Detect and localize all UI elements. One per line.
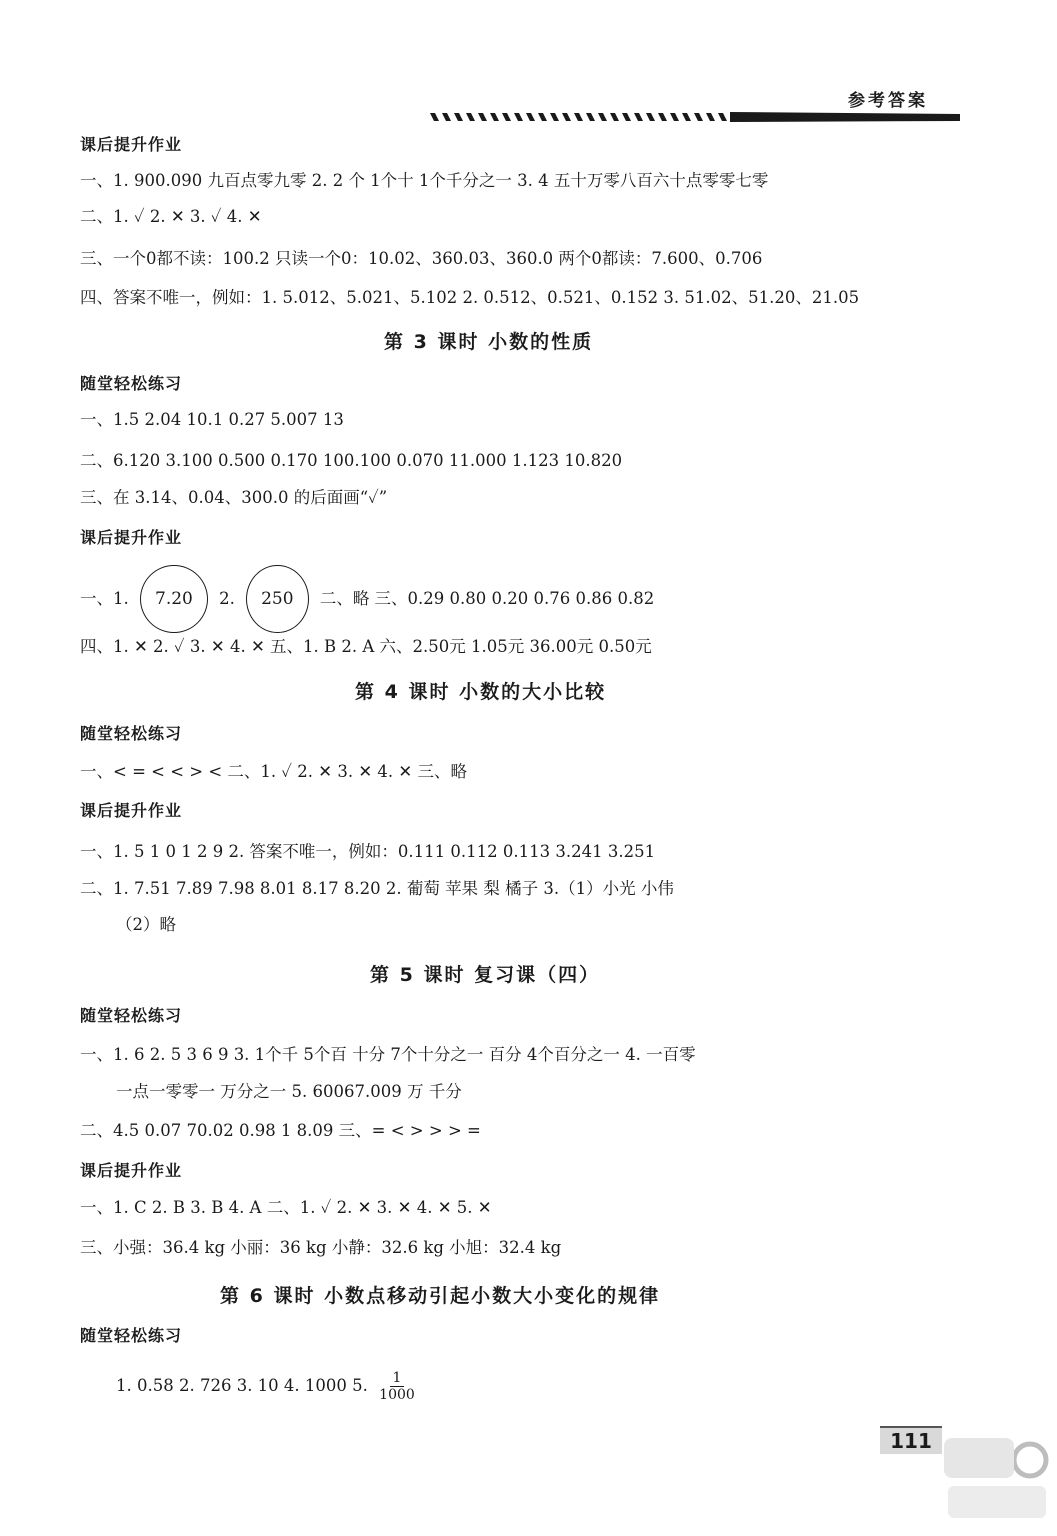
answer-text: 2. [219,589,235,608]
answer-line: 二、1. 7.51 7.89 7.98 8.01 8.17 8.20 2. 葡萄 苹果 梨 橘子 3.（1）小光 小伟 [80,879,674,898]
section-title: 随堂轻松练习 [80,374,183,393]
answer-line: 四、答案不唯一，例如：1. 5.012、5.021、5.102 2. 0.512、0.521、0.152 3. 51.02、51.20、21.05 [80,288,860,307]
answer-line: 一点一零零一 万分之一 5. 60067.009 万 千分 [116,1082,462,1101]
answer-line: 三、一个0都不读：100.2 只读一个0：10.02、360.03、360.0 两个0都读：7.600、0.706 [80,249,763,268]
lesson-heading: 第 5 课时 复习课（四） [370,964,601,986]
answer-line: 三、小强：36.4 kg 小丽：36 kg 小静：32.6 kg 小旭：32.4 kg [80,1238,562,1257]
answer-line: 二、1. ✓ 2. ✕ 3. ✓ 4. ✕ [80,207,262,226]
answer-line: 三、在 3.14、0.04、300.0 的后面画“✓” [80,488,388,507]
answer-line: 一、1. 6 2. 5 3 6 9 3. 1个千 5个百 十分 7个十分之一 百分 4个百分之一 4. 一百零 [80,1045,696,1064]
answer-line: 一、1.5 2.04 10.1 0.27 5.007 13 [80,410,344,429]
section-title: 课后提升作业 [80,1161,183,1180]
lesson-heading: 第 4 课时 小数的大小比较 [355,681,607,703]
answer-line: 四、1. ✕ 2. ✓ 3. ✕ 4. ✕ 五、1. B 2. A 六、2.50元 1.05元 36.00元 0.50元 [80,637,652,656]
circled-answer: 250 [246,565,308,633]
circled-answer: 7.20 [140,565,208,633]
answer-line: 一、< = < < > < 二、1. ✓ 2. ✕ 3. ✕ 4. ✕ 三、略 [80,762,467,781]
section-title: 课后提升作业 [80,135,183,154]
section-title: 随堂轻松练习 [80,1326,183,1345]
header-hatched-rule [430,110,960,124]
running-title: 参考答案 [848,91,928,111]
answer-text: 1. 0.58 2. 726 3. 10 4. 1000 5. [116,1376,368,1395]
lesson-heading: 第 3 课时 小数的性质 [384,331,594,353]
section-title: 课后提升作业 [80,528,183,547]
answer-line: 一、1. 5 1 0 1 2 9 2. 答案不唯一，例如：0.111 0.112 0.113 3.241 3.251 [80,842,656,861]
answer-line-fraction [116,1366,415,1406]
fraction-numerator: 1 [390,1370,405,1387]
page-number: 111 [880,1426,942,1454]
watermark-logo [940,1420,1052,1528]
answer-text: 一、1. [80,589,129,608]
answer-line: 一、1. 900.090 九百点零九零 2. 2 个 1个十 1个千分之一 3. 4 五十万零八百六十点零零七零 [80,171,769,190]
answer-line: 二、6.120 3.100 0.500 0.170 100.100 0.070 11.000 1.123 10.820 [80,451,623,470]
section-title: 随堂轻松练习 [80,724,183,743]
answer-line: （2）略 [116,915,176,934]
lesson-heading: 第 6 课时 小数点移动引起小数大小变化的规律 [220,1285,661,1307]
answer-line: 二、4.5 0.07 70.02 0.98 1 8.09 三、= < > > > = [80,1121,481,1140]
section-title: 随堂轻松练习 [80,1006,183,1025]
fraction [379,1370,415,1403]
section-title: 课后提升作业 [80,801,183,820]
answer-line: 一、1. C 2. B 3. B 4. A 二、1. ✓ 2. ✕ 3. ✕ 4. ✕ 5. ✕ [80,1198,492,1217]
fraction-denominator: 1000 [379,1387,415,1403]
answer-line-circled [80,565,654,633]
answer-text: 二、略 三、0.29 0.80 0.20 0.76 0.86 0.82 [319,589,655,608]
